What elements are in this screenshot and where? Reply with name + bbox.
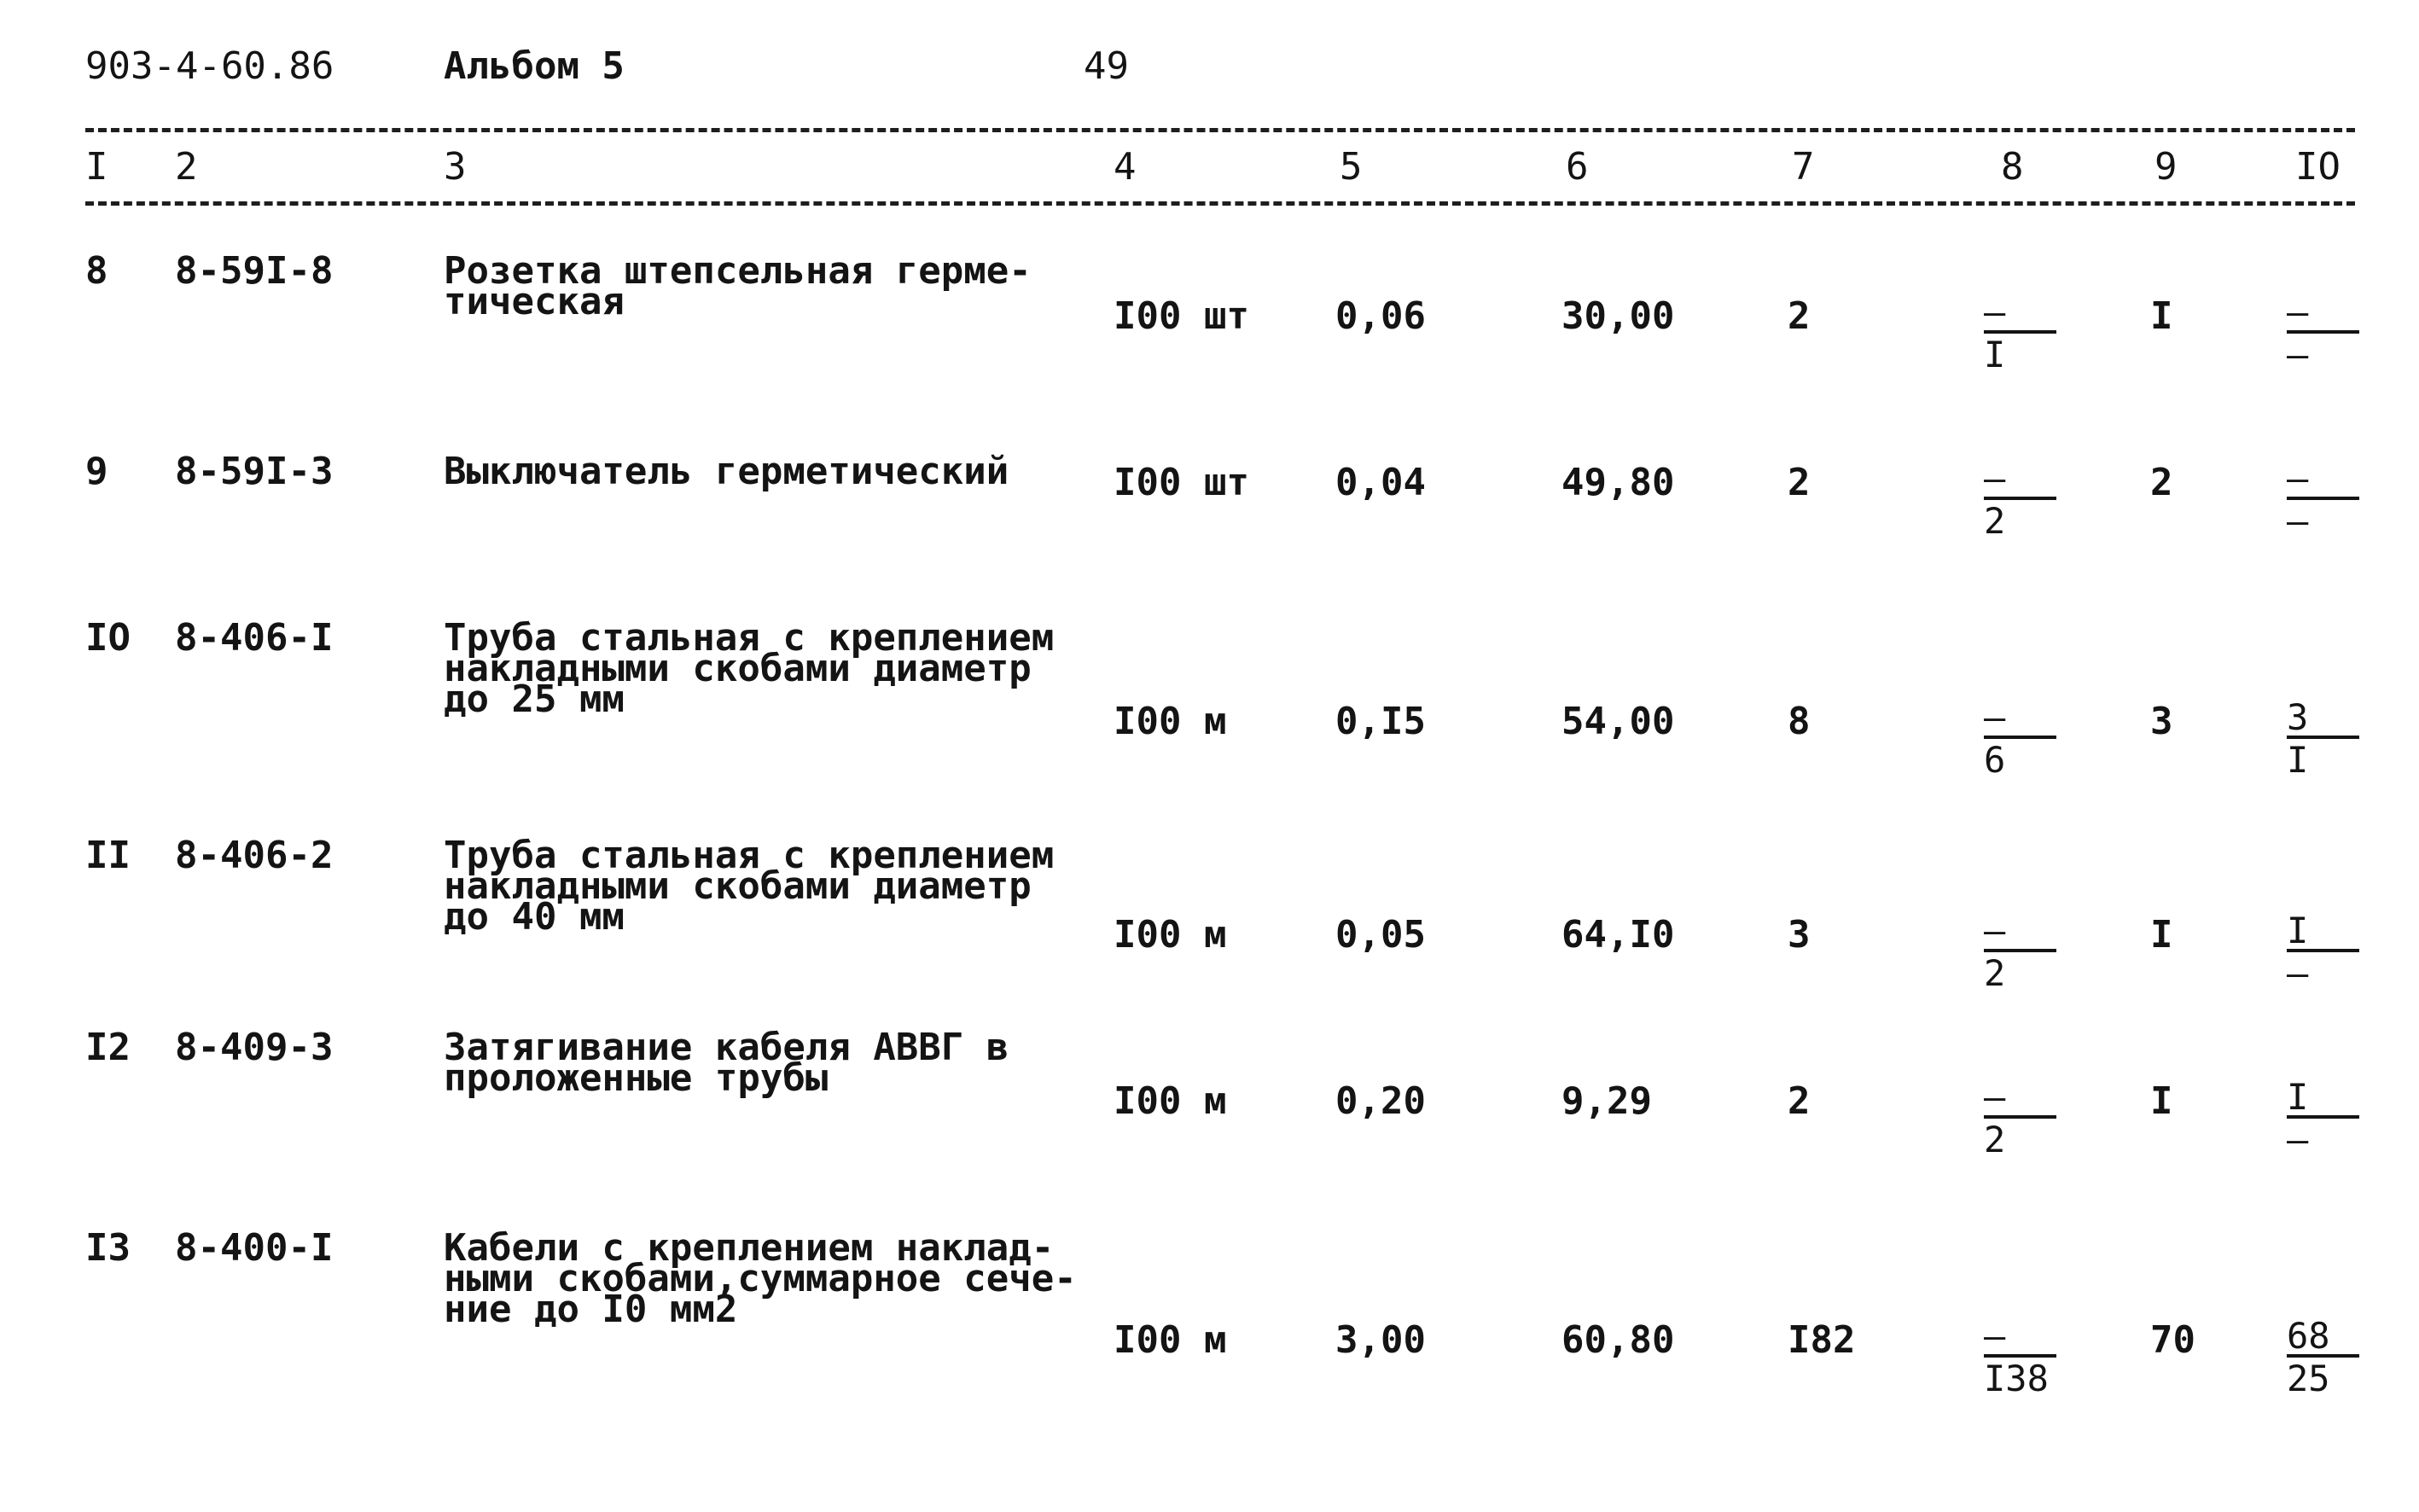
row-col9-value: I <box>2150 913 2173 957</box>
col10-numerator: I <box>2287 1079 2359 1119</box>
row-col9-value: 3 <box>2150 700 2173 743</box>
column-number: 8 <box>2001 145 2024 189</box>
row-col8-fraction <box>1984 1315 2056 1404</box>
row-col7-value: 2 <box>1788 461 1811 504</box>
row-col9-value: I <box>2150 1079 2173 1123</box>
row-unit: I00 м <box>1114 700 1227 743</box>
row-col7-value: 8 <box>1788 700 1811 743</box>
column-number: 7 <box>1792 145 1815 189</box>
row-col8-fraction <box>1984 696 2056 785</box>
row-col10-fraction <box>2287 457 2359 546</box>
col8-denominator: 2 <box>1984 500 2006 542</box>
row-description: Кабели с креплением наклад- ными скобами,суммарное сече- ние до I0 мм2 <box>444 1226 1077 1331</box>
row-quantity: 0,05 <box>1335 913 1426 957</box>
row-description: Розетка штепсельная герме- тическая <box>444 249 1032 323</box>
row-description: Затягивание кабеля АВВГ в проложенные трубы <box>444 1026 1009 1100</box>
row-col7-value: I82 <box>1788 1318 1856 1362</box>
row-col7-value: 2 <box>1788 294 1811 338</box>
row-unit: I00 шт <box>1114 294 1249 338</box>
row-code: 8-409-3 <box>175 1026 334 1069</box>
col10-numerator: – <box>2287 294 2359 334</box>
row-position: 9 <box>85 450 108 493</box>
row-quantity: 0,I5 <box>1335 700 1426 743</box>
col8-numerator: – <box>1984 700 2056 739</box>
column-number: 6 <box>1566 145 1589 189</box>
album-label: Альбом 5 <box>444 44 625 88</box>
col10-denominator: – <box>2287 952 2309 994</box>
row-description: Труба стальная с креплением накладными скобами диаметр до 40 мм <box>444 834 1055 939</box>
row-price: 64,I0 <box>1561 913 1675 957</box>
row-price: 60,80 <box>1561 1318 1675 1362</box>
row-price: 54,00 <box>1561 700 1675 743</box>
row-description: Труба стальная с креплением накладными скобами диаметр до 25 мм <box>444 616 1055 721</box>
row-description: Выключатель герметический <box>444 450 1009 493</box>
row-position: II <box>85 834 131 877</box>
column-number: 5 <box>1340 145 1363 189</box>
header-rule-bottom <box>85 201 2355 206</box>
col10-numerator: 3 <box>2287 700 2359 739</box>
row-col10-fraction <box>2287 910 2359 998</box>
row-col8-fraction <box>1984 910 2056 998</box>
col10-denominator: – <box>2287 334 2309 375</box>
row-quantity: 3,00 <box>1335 1318 1426 1362</box>
row-price: 30,00 <box>1561 294 1675 338</box>
row-col7-value: 3 <box>1788 913 1811 957</box>
row-code: 8-400-I <box>175 1226 334 1270</box>
row-position: 8 <box>85 249 108 293</box>
header-rule-top <box>85 128 2355 132</box>
column-number: IO <box>2295 145 2340 189</box>
document-code: 903-4-60.86 <box>85 44 334 88</box>
row-col7-value: 2 <box>1788 1079 1811 1123</box>
col10-numerator: I <box>2287 913 2359 952</box>
row-quantity: 0,20 <box>1335 1079 1426 1123</box>
col10-denominator: I <box>2287 739 2309 781</box>
col8-denominator: I38 <box>1984 1358 2049 1399</box>
row-code: 8-406-2 <box>175 834 334 877</box>
col8-denominator: I <box>1984 334 2006 375</box>
col8-numerator: – <box>1984 294 2056 334</box>
col10-numerator: 68 <box>2287 1318 2359 1358</box>
column-number: I <box>85 145 108 189</box>
row-unit: I00 м <box>1114 913 1227 957</box>
row-col10-fraction <box>2287 291 2359 380</box>
row-col8-fraction <box>1984 291 2056 380</box>
row-col9-value: 70 <box>2150 1318 2195 1362</box>
col8-denominator: 2 <box>1984 1119 2006 1160</box>
row-unit: I00 шт <box>1114 461 1249 504</box>
col8-numerator: – <box>1984 1318 2056 1358</box>
row-quantity: 0,04 <box>1335 461 1426 504</box>
col10-denominator: – <box>2287 1119 2309 1160</box>
row-position: I2 <box>85 1026 131 1069</box>
row-col8-fraction <box>1984 457 2056 546</box>
col8-numerator: – <box>1984 461 2056 500</box>
column-number: 2 <box>175 145 198 189</box>
row-col10-fraction <box>2287 1315 2359 1404</box>
page-number: 49 <box>1084 44 1129 88</box>
row-code: 8-59I-8 <box>175 249 334 293</box>
row-unit: I00 м <box>1114 1079 1227 1123</box>
col10-denominator: 25 <box>2287 1358 2330 1399</box>
col10-numerator: – <box>2287 461 2359 500</box>
col8-denominator: 6 <box>1984 739 2006 781</box>
column-number: 4 <box>1114 145 1137 189</box>
row-col9-value: 2 <box>2150 461 2173 504</box>
row-quantity: 0,06 <box>1335 294 1426 338</box>
row-col8-fraction <box>1984 1076 2056 1165</box>
col8-denominator: 2 <box>1984 952 2006 994</box>
column-number: 9 <box>2154 145 2178 189</box>
row-price: 49,80 <box>1561 461 1675 504</box>
col10-denominator: – <box>2287 500 2309 542</box>
col8-numerator: – <box>1984 1079 2056 1119</box>
row-position: IO <box>85 616 131 660</box>
row-col10-fraction <box>2287 696 2359 785</box>
row-unit: I00 м <box>1114 1318 1227 1362</box>
row-price: 9,29 <box>1561 1079 1652 1123</box>
row-col10-fraction <box>2287 1076 2359 1165</box>
col8-numerator: – <box>1984 913 2056 952</box>
row-position: I3 <box>85 1226 131 1270</box>
row-code: 8-406-I <box>175 616 334 660</box>
row-code: 8-59I-3 <box>175 450 334 493</box>
column-number: 3 <box>444 145 467 189</box>
row-col9-value: I <box>2150 294 2173 338</box>
